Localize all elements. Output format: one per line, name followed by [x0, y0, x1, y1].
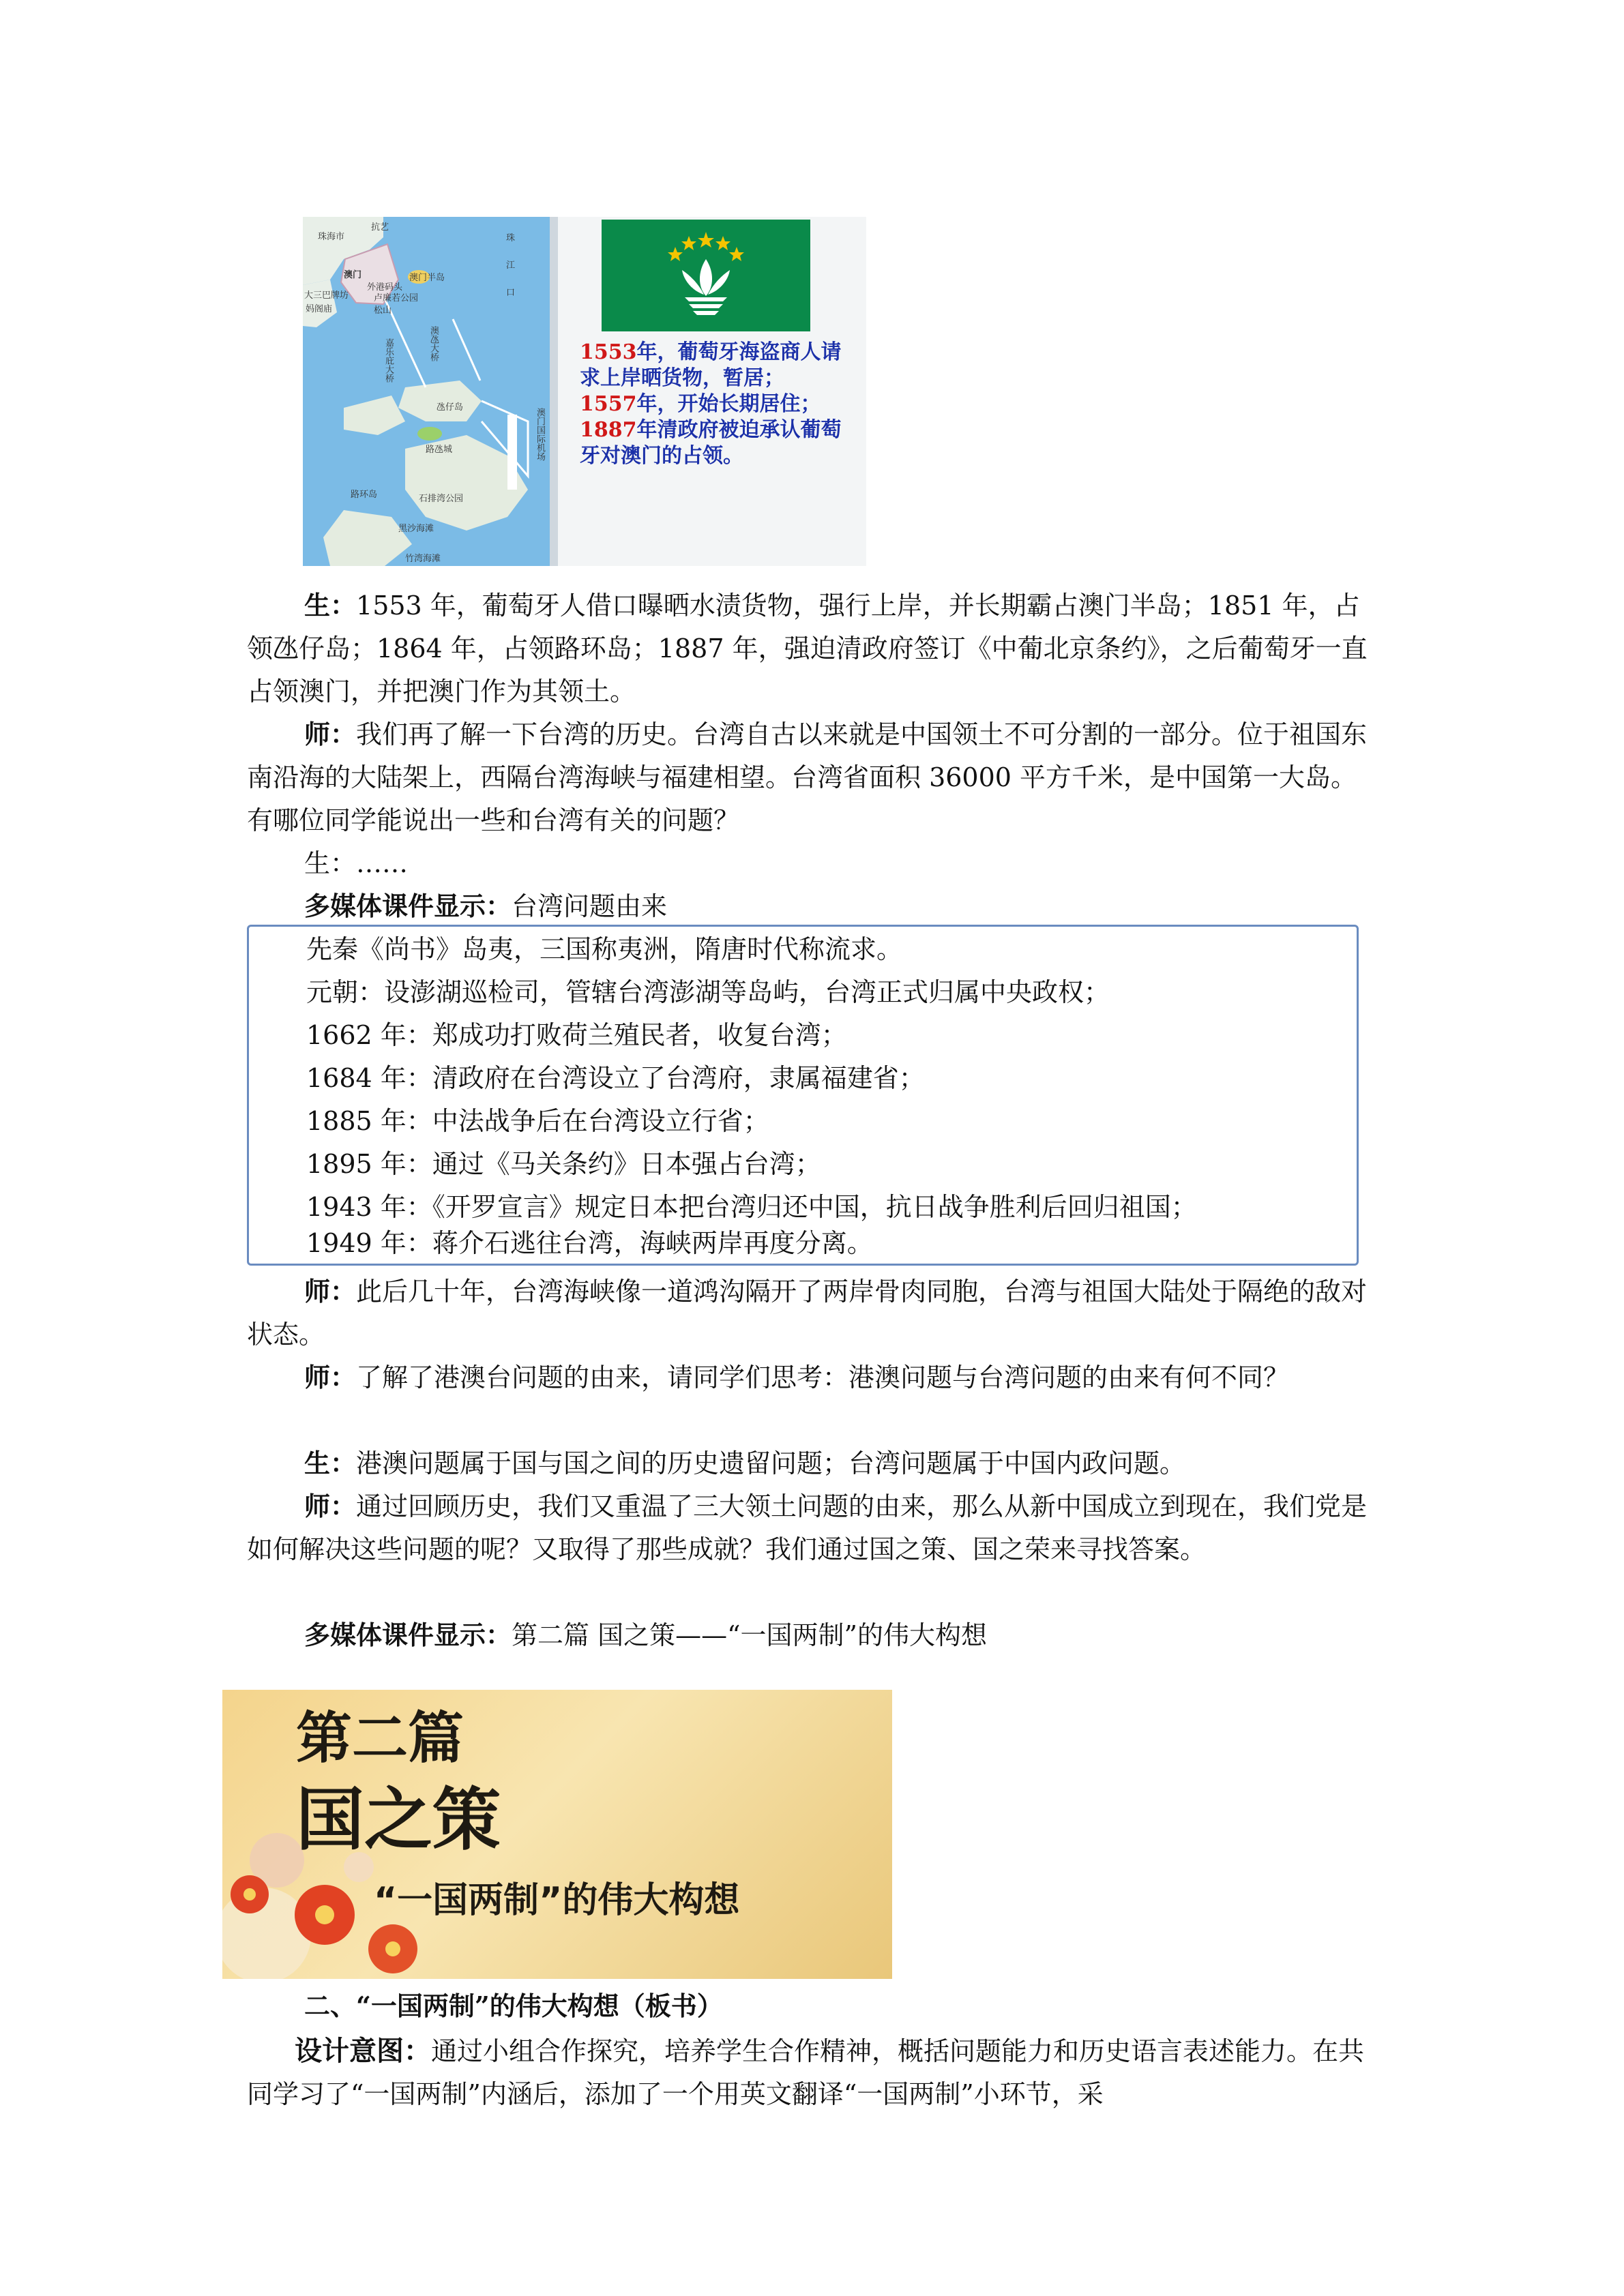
map-label: 珠: [506, 233, 516, 243]
paragraph-text: 生：……: [304, 848, 409, 878]
map-label: 外港码头: [367, 282, 403, 293]
caption-text: 年，开始长期居住；: [636, 392, 821, 416]
caption-text: 年，葡萄牙海盗商人请求上岸晒货物，暂居；: [580, 340, 842, 390]
history-line: 1684 年：清政府在台湾设立了台湾府，隶属福建省；: [306, 1063, 925, 1093]
paragraph: [247, 584, 1379, 713]
paragraph: [247, 1485, 1379, 1571]
map-label: 大三巴牌坊: [304, 290, 349, 301]
map-label: 妈阁庙: [306, 304, 333, 314]
map-label: 氹仔岛: [437, 402, 464, 413]
map-label: 松山: [374, 305, 392, 316]
paragraph: [247, 841, 1379, 885]
history-line: 1662 年：郑成功打败荷兰殖民者，收复台湾；: [306, 1020, 847, 1050]
design-intent-text: 通过小组合作探究，培养学生合作精神，概括问题能力和历史语言表述能力。在共同学习了“一国两制”内涵后，添加了一个用英文翻译“一国两制”小环节，采: [247, 2036, 1365, 2109]
design-intent: [247, 2029, 1379, 2116]
speaker-label: 师：: [304, 1491, 357, 1521]
paragraph-text: 港澳问题属于国与国之间的历史遗留问题；台湾问题属于中国内政问题。: [356, 1448, 1186, 1478]
speaker-label: 师：: [304, 1276, 357, 1307]
paragraph: [247, 1356, 1379, 1399]
speaker-label: 师：: [304, 1362, 357, 1392]
caption-year: 1553: [580, 340, 637, 364]
history-line: 1949 年：蒋介石逃往台湾，海峡两岸再度分离。: [306, 1228, 873, 1258]
paragraph-text: 此后几十年，台湾海峡像一道鸿沟隔开了两岸骨肉同胞，台湾与祖国大陆处于隔绝的敌对状态。: [247, 1277, 1368, 1350]
history-line: 1885 年：中法战争后在台湾设立行省；: [306, 1106, 769, 1136]
speaker-label: 多媒体课件显示：: [304, 1620, 512, 1650]
banner-line3: “一国两制”的伟大构想: [374, 1880, 740, 1921]
map-label: 路环岛: [351, 490, 378, 500]
macau-figure: [303, 217, 866, 566]
caption-text: 年清政府被迫承认葡萄牙对澳门的占领。: [580, 418, 842, 468]
section-heading: 二、“一国两制”的伟大构想（板书）: [304, 1991, 723, 2021]
speaker-label: 生：: [304, 1448, 357, 1478]
map-label: 澳氹大桥: [428, 326, 439, 361]
history-line: 元朝：设澎湖巡检司，管辖台湾澎湖等岛屿，台湾正式归属中央政权；: [306, 977, 1110, 1007]
paragraph: [247, 1442, 1379, 1485]
paragraph: [247, 884, 1379, 928]
map-label: 澳门国际机场: [535, 408, 545, 461]
map-label: 江: [506, 260, 516, 271]
map-label: 石排湾公园: [419, 494, 464, 504]
paragraph: [247, 713, 1379, 842]
macau-info-panel: [558, 217, 866, 566]
macau-flag-icon: [602, 220, 810, 331]
paragraph: [247, 1613, 1379, 1657]
map-label: 卢廉若公园: [374, 293, 419, 303]
paragraph-text: 我们再了解一下台湾的历史。台湾自古以来就是中国领土不可分割的一部分。位于祖国东南沿海的大陆架上，西隔台湾海峡与福建相望。台湾省面积 36000 平方千米，是中国第一大岛。有哪位同学能说出一些和台湾有关的问题？: [247, 719, 1368, 835]
speaker-label: 多媒体课件显示：: [304, 891, 512, 921]
paragraph-text: 通过回顾历史，我们又重温了三大领土问题的由来，那么从新中国成立到现在，我们党是如何解决这些问题的呢？又取得了那些成就？我们通过国之策、国之荣来寻找答案。: [247, 1491, 1368, 1564]
map-label: 珠海市: [318, 232, 345, 242]
history-line: 1895 年：通过《马关条约》日本强占台湾；: [306, 1149, 821, 1179]
map-label: 口: [506, 288, 516, 298]
paragraph: [247, 1270, 1379, 1356]
caption-year: 1557: [580, 392, 637, 416]
map-label: 嘉乐庇大桥: [383, 338, 394, 383]
paragraph-text: 台湾问题由来: [512, 891, 668, 921]
caption-year: 1887: [580, 418, 637, 442]
taiwan-history-box: [247, 925, 1359, 1266]
figure-divider: [550, 217, 558, 566]
speaker-label: 生：: [304, 590, 357, 621]
map-label: 澳门: [344, 270, 362, 280]
design-intent-label: 设计意图：: [295, 2035, 431, 2067]
map-label: 竹湾海滩: [405, 554, 441, 564]
map-label: 路氹城: [426, 445, 453, 455]
macau-map: [303, 217, 550, 566]
map-label: 黑沙海滩: [398, 524, 434, 534]
paragraph-text: 了解了港澳台问题的由来，请同学们思考：港澳问题与台湾问题的由来有何不同？: [356, 1362, 1290, 1392]
banner-line1: 第二篇: [296, 1706, 464, 1771]
history-line: 1943 年：《开罗宣言》规定日本把台湾归还中国，抗日战争胜利后回归祖国；: [306, 1192, 1197, 1222]
paragraph-text: 1553 年，葡萄牙人借口曝晒水渍货物，强行上岸，并长期霸占澳门半岛；1851 年，占领氹仔岛；1864 年，占领路环岛；1887 年，强迫清政府签订《中葡北京条约》，之后葡萄牙一直占领澳门，并把澳门作为其领土。: [247, 591, 1368, 706]
history-line: 先秦《尚书》岛夷，三国称夷洲，隋唐时代称流求。: [306, 934, 903, 964]
chapter-two-banner: [222, 1690, 892, 1979]
map-label: 澳门半岛: [409, 273, 445, 283]
speaker-label: 师：: [304, 719, 357, 749]
banner-line2: 国之策: [296, 1780, 501, 1860]
paragraph-text: 第二篇 国之策——“一国两制”的伟大构想: [512, 1620, 987, 1650]
macau-info-text: [580, 340, 859, 469]
map-label: 抗艺: [371, 222, 389, 233]
